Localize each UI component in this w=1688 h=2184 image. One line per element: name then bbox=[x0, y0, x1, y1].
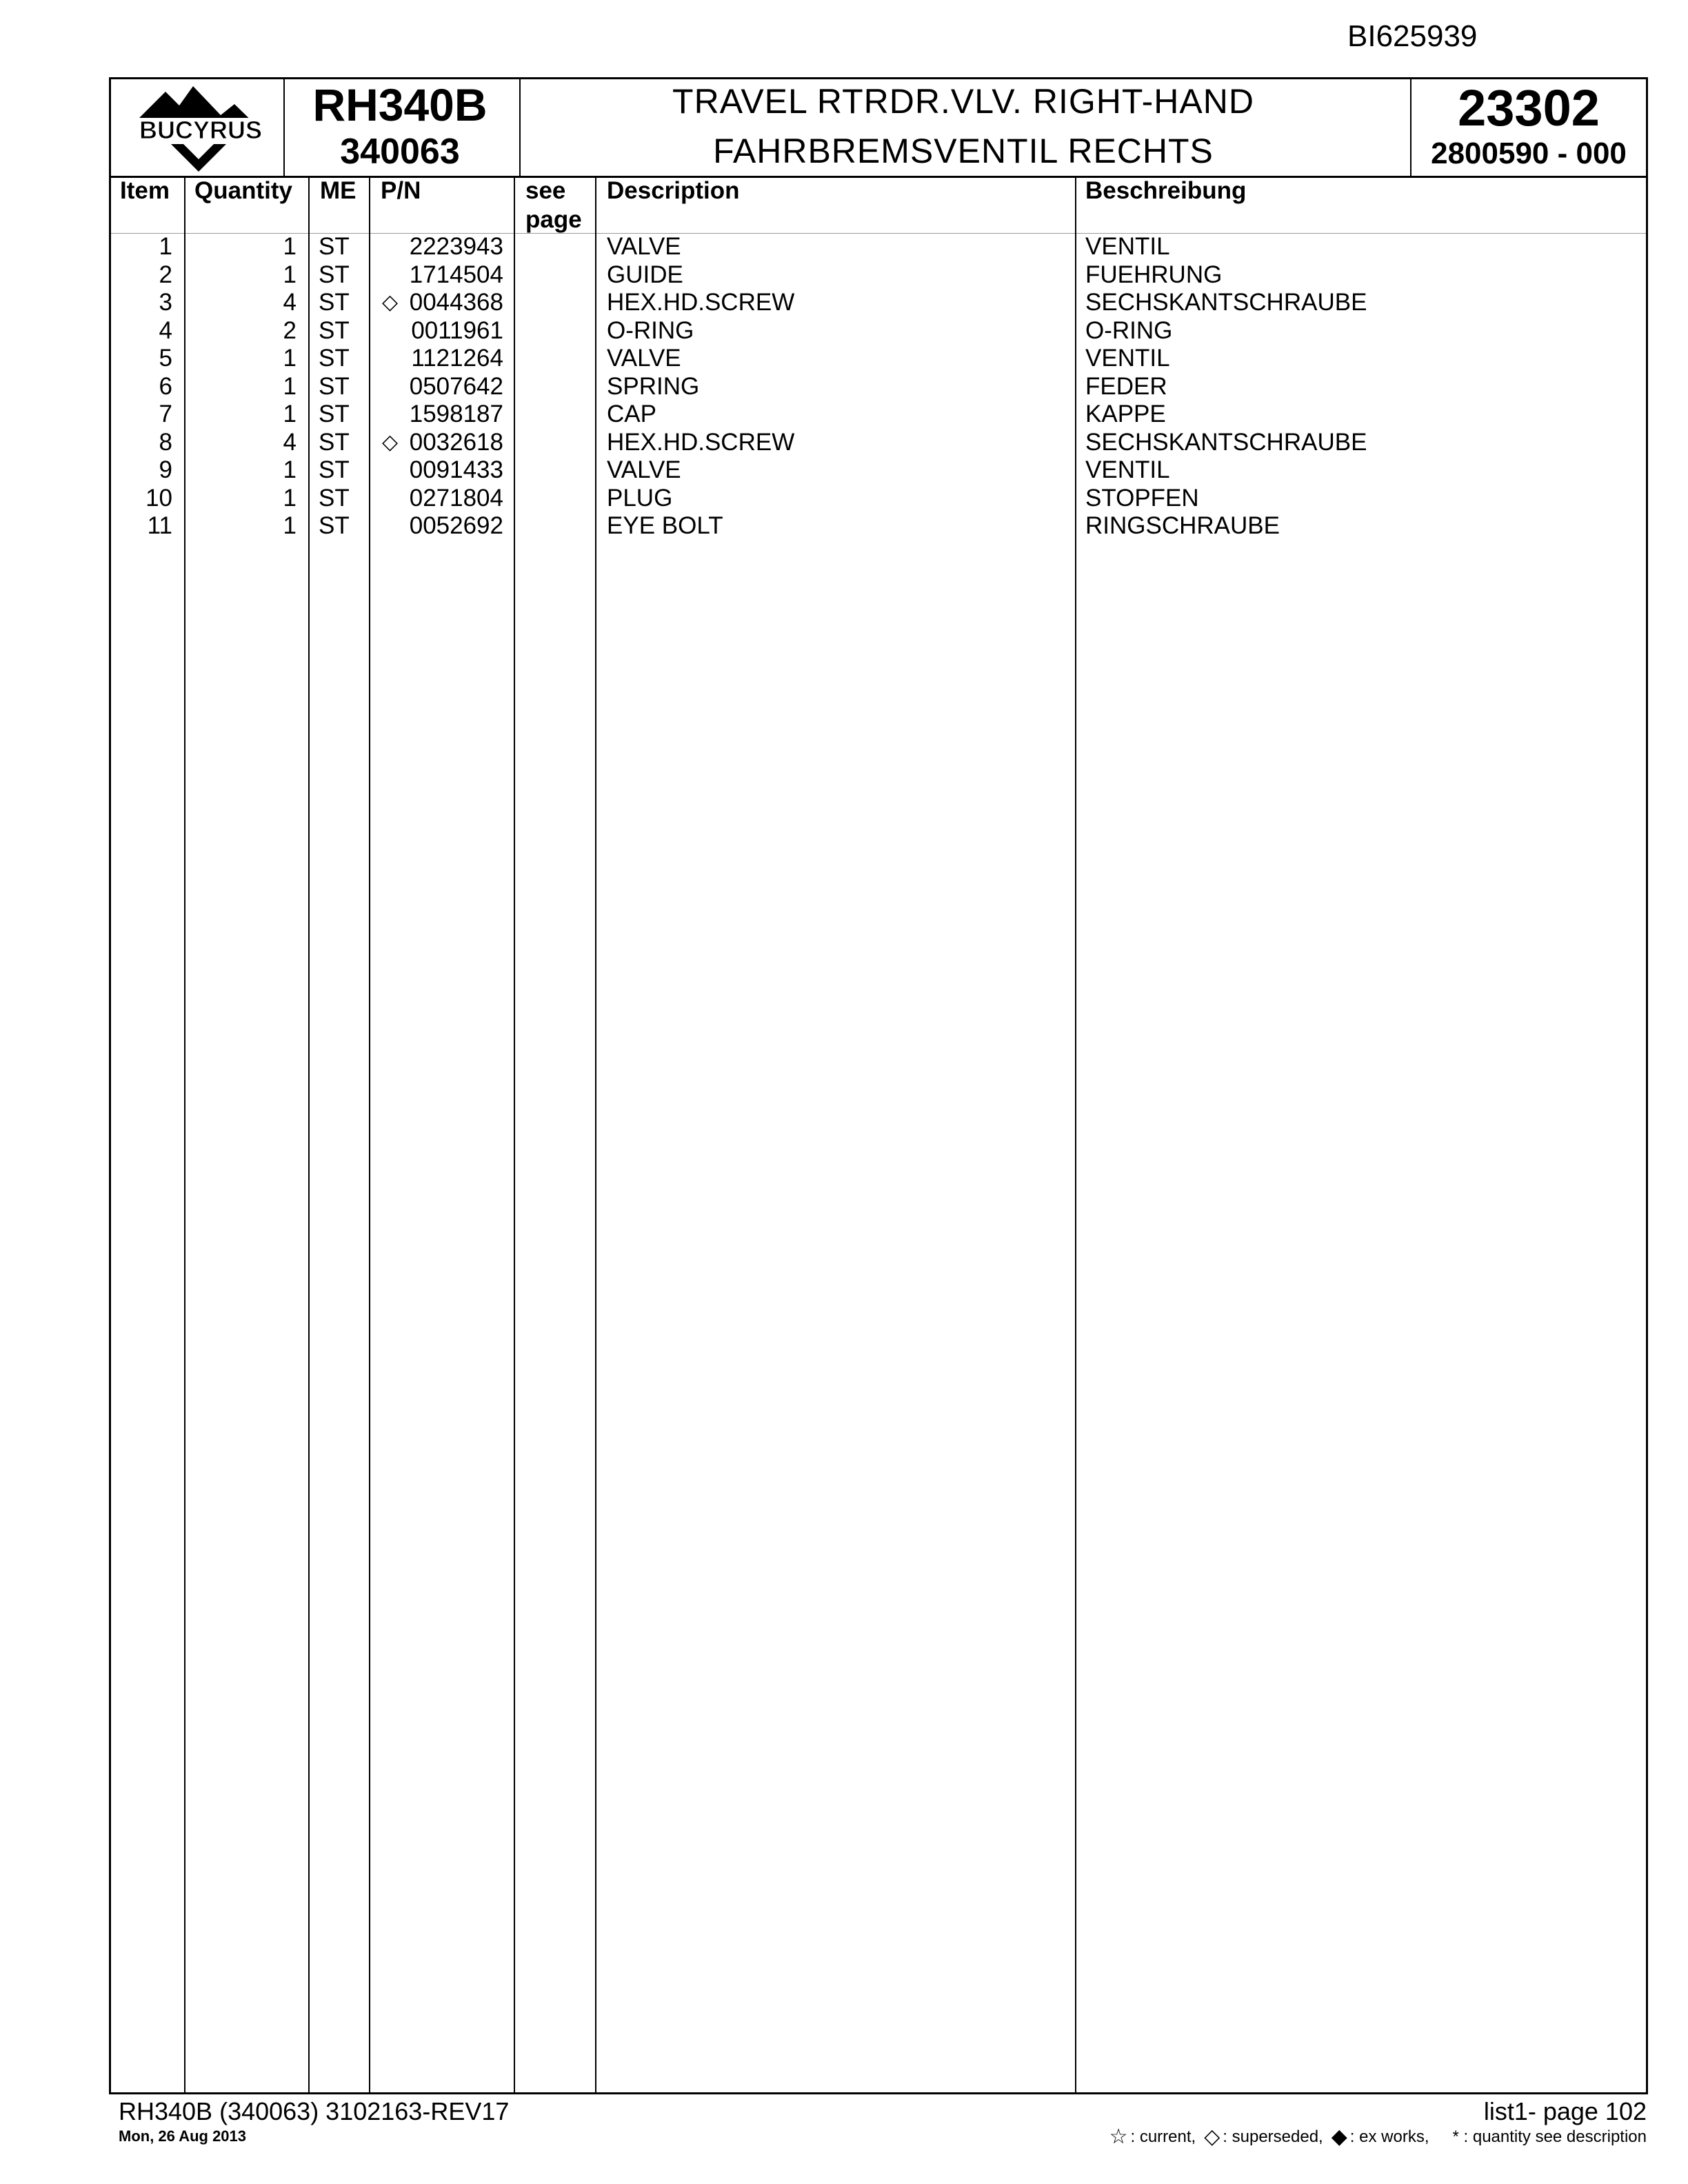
cell-item: 4 bbox=[159, 317, 172, 344]
logo-text: BUCYRUS bbox=[139, 116, 263, 144]
cell-quantity: 1 bbox=[283, 512, 297, 539]
cell-item: 11 bbox=[147, 512, 172, 539]
cell-description: O-RING bbox=[607, 317, 694, 344]
cell-quantity: 1 bbox=[283, 485, 297, 512]
cell-quantity: 1 bbox=[283, 345, 297, 372]
cell-beschreibung: STOPFEN bbox=[1085, 485, 1199, 512]
legend-ex-works: : ex works, bbox=[1349, 2127, 1429, 2146]
cell-quantity: 1 bbox=[283, 373, 297, 400]
cell-me: ST bbox=[319, 512, 350, 539]
cell-part-number: 1121264 bbox=[411, 345, 503, 372]
footer-reference: RH340B (340063) 3102163-REV17 bbox=[119, 2097, 510, 2125]
cell-beschreibung: O-RING bbox=[1085, 317, 1173, 344]
cell-description: VALVE bbox=[607, 345, 681, 372]
cell-quantity: 2 bbox=[283, 317, 297, 344]
cell-description: PLUG bbox=[607, 485, 673, 512]
cell-status-mark: ◇ bbox=[382, 291, 399, 314]
cell-part-number: 0507642 bbox=[409, 373, 503, 400]
star-outline-icon: ☆ bbox=[1109, 2125, 1128, 2148]
cell-beschreibung: FEDER bbox=[1085, 373, 1167, 400]
legend-current: : current, bbox=[1130, 2127, 1196, 2146]
cell-part-number: 0032618 bbox=[409, 429, 503, 456]
bucyrus-logo bbox=[117, 79, 280, 176]
cell-quantity: 1 bbox=[283, 261, 297, 288]
cell-quantity: 1 bbox=[283, 233, 297, 260]
cell-item: 3 bbox=[159, 289, 172, 316]
col-header-pn: P/N bbox=[381, 177, 421, 204]
cell-part-number: 0052692 bbox=[409, 512, 503, 539]
col-header-me: ME bbox=[320, 177, 356, 204]
footer-page-number: list1- page 102 bbox=[1483, 2097, 1647, 2125]
legend-superseded: : superseded, bbox=[1223, 2127, 1323, 2146]
title-english: TRAVEL RTRDR.VLV. RIGHT-HAND bbox=[672, 82, 1254, 121]
cell-item: 7 bbox=[159, 401, 172, 427]
cell-beschreibung: VENTIL bbox=[1085, 456, 1170, 483]
cell-item: 10 bbox=[145, 485, 172, 512]
cell-me: ST bbox=[319, 401, 350, 427]
model-name: RH340B bbox=[312, 79, 488, 130]
cell-description: VALVE bbox=[607, 456, 681, 483]
legend bbox=[1109, 2125, 1647, 2149]
diamond-filled-icon: ◆ bbox=[1331, 2125, 1347, 2148]
cell-part-number: 1598187 bbox=[409, 401, 503, 427]
cell-me: ST bbox=[319, 289, 350, 316]
col-header-description: Description bbox=[607, 177, 740, 204]
col-header-quantity: Quantity bbox=[194, 177, 292, 204]
footer-date: Mon, 26 Aug 2013 bbox=[119, 2127, 247, 2145]
cell-description: GUIDE bbox=[607, 261, 683, 288]
cell-me: ST bbox=[319, 233, 350, 260]
cell-quantity: 1 bbox=[283, 456, 297, 483]
document-id: BI625939 bbox=[1347, 19, 1478, 53]
cell-me: ST bbox=[319, 345, 350, 372]
model-number: 340063 bbox=[340, 132, 460, 172]
cell-me: ST bbox=[319, 429, 350, 456]
cell-description: EYE BOLT bbox=[607, 512, 723, 539]
cell-quantity: 4 bbox=[283, 289, 297, 316]
cell-item: 2 bbox=[159, 261, 172, 288]
cell-part-number: 1714504 bbox=[409, 261, 503, 288]
cell-item: 9 bbox=[159, 456, 172, 483]
diamond-outline-icon: ◇ bbox=[1204, 2125, 1220, 2148]
cell-beschreibung: FUEHRUNG bbox=[1085, 261, 1223, 288]
cell-me: ST bbox=[319, 485, 350, 512]
cell-me: ST bbox=[319, 261, 350, 288]
cell-beschreibung: RINGSCHRAUBE bbox=[1085, 512, 1280, 539]
cell-item: 8 bbox=[159, 429, 172, 456]
group-number: 23302 bbox=[1458, 79, 1600, 136]
cell-me: ST bbox=[319, 373, 350, 400]
cell-part-number: 0044368 bbox=[409, 289, 503, 316]
cell-description: HEX.HD.SCREW bbox=[607, 289, 795, 316]
col-header-see: see bbox=[525, 177, 566, 204]
cell-part-number: 0271804 bbox=[409, 485, 503, 512]
cell-beschreibung: KAPPE bbox=[1085, 401, 1166, 427]
cell-beschreibung: SECHSKANTSCHRAUBE bbox=[1085, 429, 1367, 456]
cell-description: CAP bbox=[607, 401, 656, 427]
cell-item: 5 bbox=[159, 345, 172, 372]
cell-status-mark: ◇ bbox=[382, 431, 399, 454]
cell-item: 6 bbox=[159, 373, 172, 400]
cell-part-number: 0011961 bbox=[411, 317, 503, 344]
cell-part-number: 0091433 bbox=[409, 456, 503, 483]
title-german: FAHRBREMSVENTIL RECHTS bbox=[713, 132, 1214, 170]
cell-me: ST bbox=[319, 317, 350, 344]
cell-beschreibung: VENTIL bbox=[1085, 233, 1170, 260]
cell-item: 1 bbox=[159, 233, 172, 260]
col-header-beschreibung: Beschreibung bbox=[1085, 177, 1247, 204]
cell-beschreibung: SECHSKANTSCHRAUBE bbox=[1085, 289, 1367, 316]
drawing-number: 2800590 - 000 bbox=[1431, 136, 1627, 170]
cell-description: SPRING bbox=[607, 373, 700, 400]
cell-description: HEX.HD.SCREW bbox=[607, 429, 795, 456]
cell-quantity: 4 bbox=[283, 429, 297, 456]
col-header-page: page bbox=[525, 206, 582, 233]
cell-me: ST bbox=[319, 456, 350, 483]
cell-beschreibung: VENTIL bbox=[1085, 345, 1170, 372]
legend-quantity: * : quantity see description bbox=[1452, 2127, 1647, 2146]
cell-part-number: 2223943 bbox=[409, 233, 503, 260]
col-header-item: Item bbox=[120, 177, 170, 204]
cell-quantity: 1 bbox=[283, 401, 297, 427]
cell-description: VALVE bbox=[607, 233, 681, 260]
